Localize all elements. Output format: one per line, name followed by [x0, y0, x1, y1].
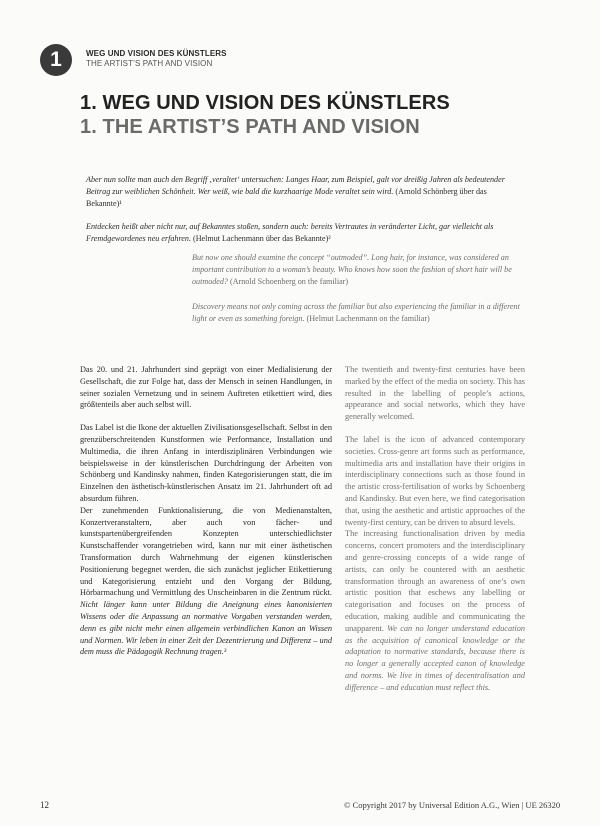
- paragraph-3-text: Der zunehmenden Funktionalisierung, die von Medienanstalten, Konzertveranstaltern, aber auch von fächer- und kunstspartenübergreifenden Konzepten unterschiedlichster Kunstschaffender vorangetrieben wird, kann nur mit einer ästhetischen Transformation durch Wahrnehmung der eigenen künstlerischen Positionierung begegnet werden, die sich zunächst jeglicher Etikettierung und Kategorisierung entzieht und den Vorgang der Bildung, Hörbarmachung und Vermittlung des Unscheinbaren in die Zentrum rückt.: [80, 505, 332, 598]
- quote-source: (Helmut Lachenmann on the familiar): [306, 314, 430, 323]
- quote-lachenmann-de: [86, 221, 522, 245]
- body-column-en: [345, 364, 525, 705]
- body-column-de: [80, 364, 332, 669]
- copyright-notice: © Copyright 2017 by Universal Edition A.G., Wien | UE 26320: [344, 800, 561, 810]
- quote-text: Aber nun sollte man auch den Begriff ‚veraltet‘ untersuchen: Langes Haar, zum Beispiel, galt vor dreißig Jahren als bedeutender Beitrag zur weiblichen Schönheit. Wer weiß, wie bald die kurzhaarige Mode veraltet sein wird.: [86, 175, 505, 196]
- quote-text: But now one should examine the concept “outmoded”. Long hair, for instance, was considered an important contribution to a woman’s beauty. Who knows how soon the fashion of short hair will be outmoded?: [192, 253, 512, 286]
- quote-source: (Arnold Schönberg über das Bekannte)¹: [86, 187, 487, 208]
- quote-text: Entdecken heißt aber nicht nur, auf Bekanntes stoßen, sondern auch: bereits Vertrautes in veränderter Licht, gar vielleicht als Fremdgewordenes neu erfahren.: [86, 222, 494, 243]
- paragraph-3-text: The increasing functionalisation driven by media concerns, concert promoters and the interdisciplinary and genre-crossing concepts of a wide range of artists, can only be countered with an aesthetic transformation through an awareness of one’s own artistic position that eschews any labelling or categorisation and focuses on the process of education, making audible and communicating the unapparent.: [345, 529, 525, 633]
- running-header-en: THE ARTIST’S PATH AND VISION: [86, 59, 213, 68]
- quote-text: Discovery means not only coming across the familiar but also experiencing the familiar in a different light or even as something foreign.: [192, 302, 520, 323]
- paragraph-1: The twentieth and twenty-first centuries have been marked by the effect of the media on society. This has resulted in the labelling of people’s actions, appearance and social networks, which they have generally welcomed.: [345, 365, 525, 422]
- paragraph-3: [80, 505, 332, 658]
- page-title-en: 1. THE ARTIST’S PATH AND VISION: [80, 116, 420, 138]
- running-header-de: WEG UND VISION DES KÜNSTLERS: [86, 49, 227, 58]
- page-title-de: 1. WEG UND VISION DES KÜNSTLERS: [80, 92, 450, 114]
- page-number: 12: [40, 800, 49, 810]
- quote-source: (Helmut Lachenmann über das Bekannte)²: [193, 234, 331, 243]
- quote-schoenberg-de: [86, 174, 522, 210]
- paragraph-2: Das Label ist die Ikone der aktuellen Zivilisationsgesellschaft. Selbst in den grenzüberschreitenden Kunstformen wie Performance, Installation und Multimedia, die ihren Anfang in interdisziplinären Verbindungen wie beispielsweise in der künstlerischen Durchdringung der Arbeiten von Schönberg und Kandinsky nahmen, finden Kategorisierungen statt, die im Einzelnen den ästhetisch-künstlerischen Ansatz im 21. Jahrhundert oft ad absurdum führen.: [80, 423, 332, 503]
- quote-lachenmann-en: [192, 301, 524, 325]
- paragraph-3-quote: Nicht länger kann unter Bildung die Aneignung eines kanonisierten Wissens oder die Anpassung an normative Vorgaben verstanden werden, denn es gibt nicht mehr einen allgemein verbindlichen Kanon an Wissen und Normen. Wir leben in einer Zeit der Dezentrierung und Differenz – und dem muss die Pädagogik Rechnung tragen.³: [80, 600, 332, 657]
- chapter-number-badge: 1: [40, 44, 72, 76]
- quote-source: (Arnold Schoenberg on the familiar): [230, 277, 349, 286]
- quote-schoenberg-en: [192, 252, 524, 288]
- paragraph-3-quote: We can no longer understand education as the acquisition of canonical knowledge or the adaptation to normative standards, because there is no longer a generally accepted canon of knowledge and norms. We live in times of decentralisation and difference – and education must reflect this.: [345, 623, 526, 692]
- paragraph-3: [345, 528, 525, 693]
- paragraph-2: The label is the icon of advanced contemporary societies. Cross-genre art forms such as performance, multimedia arts and installation have their origins in interdisciplinary connections such as those found in the artistic cross-fertilisation of works by Schoenberg and Kandinsky. But even here, we find categorisation that, using the aesthetic and artistic approaches of the twenty-first century, can be driven to absurd levels.: [345, 434, 525, 527]
- paragraph-1: Das 20. und 21. Jahrhundert sind geprägt von einer Medialisierung der Gesellschaft, die zur Folge hat, dass der Mensch in seinen Handlungen, in seiner sozialen Vernetzung und in seinem Auftreten etikettiert wird, dies größtenteils aber auch selbst will.: [80, 365, 332, 410]
